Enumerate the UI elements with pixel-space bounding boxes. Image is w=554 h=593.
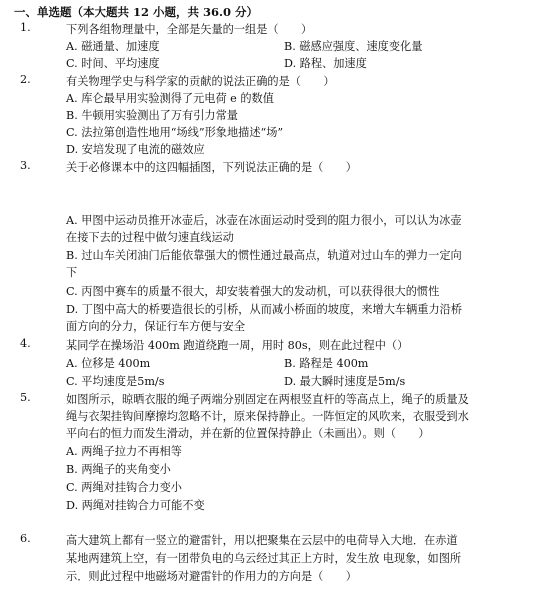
option-b: B. 过山车关闭油门后能依靠强大的惯性通过最高点，轨道对过山车的弹力一定向 xyxy=(66,249,462,262)
question-1 xyxy=(14,21,544,73)
option-b-cont: 下 xyxy=(66,266,78,279)
option-a: A. 库仑最早用实验测得了元电荷 e 的数值 xyxy=(66,92,274,105)
question-stem: 有关物理学史与科学家的贡献的说法正确的是（ ） xyxy=(66,75,335,88)
question-number: 5. xyxy=(20,391,31,404)
question-stem-line-3: 平向右的恒力而发生滑动，并在新的位置保持静止（未画出）。则（ ） xyxy=(66,427,430,440)
question-5 xyxy=(14,391,544,521)
question-number: 4. xyxy=(20,337,31,350)
option-c: C. 丙图中赛车的质量不很大，却安装着强大的发动机，可以获得很大的惯性 xyxy=(66,285,440,298)
question-4 xyxy=(14,337,544,391)
question-stem-line-2: 绳与衣架挂钩间摩擦均忽略不计，原来保持静止。一阵恒定的风吹来，衣服受到水 xyxy=(66,410,469,423)
question-stem: 关于必修课本中的这四幅插图，下列说法正确的是（ ） xyxy=(66,161,357,174)
question-number: 2. xyxy=(20,73,31,86)
question-stem-line-2: 某地两建筑上空，有一团带负电的乌云经过其正上方时，发生放 电现象，如图所 xyxy=(66,552,462,565)
option-d-cont: 面方向的分力，保证行车方便与安全 xyxy=(66,320,246,333)
option-d: D. 丁图中高大的桥要造很长的引桥，从而减小桥面的坡度，来增大车辆重力沿桥 xyxy=(66,303,463,316)
question-stem: 下列各组物理量中，全部是矢量的一组是（ ） xyxy=(66,23,313,36)
option-c: C. 平均速度是5m/s xyxy=(66,375,165,388)
question-stem-line-1: 如图所示，晾晒衣服的绳子两端分别固定在两根竖直杆的等高点上，绳子的质量及 xyxy=(66,393,469,406)
option-a: A. 两绳子拉力不再相等 xyxy=(66,445,182,458)
option-b: B. 两绳子的夹角变小 xyxy=(66,463,171,476)
option-a: A. 磁通量、加速度 xyxy=(66,40,160,53)
option-d: D. 两绳对挂钩合力可能不变 xyxy=(66,499,205,512)
option-c: C. 两绳对挂钩合力变小 xyxy=(66,481,182,494)
option-b: B. 路程是 400m xyxy=(284,357,369,370)
question-2 xyxy=(14,73,544,159)
question-stem-line-1: 高大建筑上都有一竖立的避雷针，用以把聚集在云层中的电荷导入大地．在赤道 xyxy=(66,534,458,547)
option-b: B. 磁感应强度、速度变化量 xyxy=(284,40,423,53)
question-number: 3. xyxy=(20,159,31,172)
section-title: 一、单选题（本大题共 12 小题，共 36.0 分） xyxy=(14,5,259,19)
question-3 xyxy=(14,159,544,337)
option-d: D. 安培发现了电流的磁效应 xyxy=(66,143,205,156)
option-c: C. 时间、平均速度 xyxy=(66,57,160,70)
question-6 xyxy=(14,532,544,588)
question-number: 6. xyxy=(20,532,31,545)
question-number: 1. xyxy=(20,21,31,34)
option-d: D. 路程、加速度 xyxy=(284,57,367,70)
option-d: D. 最大瞬时速度是5m/s xyxy=(284,375,406,388)
option-a: A. 位移是 400m xyxy=(66,357,151,370)
option-a: A. 甲图中运动员推开冰壶后，冰壶在冰面运动时受到的阻力很小，可以认为冰壶 xyxy=(66,214,462,227)
question-stem: 某同学在操场沿 400m 跑道绕跑一周，用时 80s，则在此过程中（） xyxy=(66,339,409,352)
option-a-cont: 在接下去的过程中做匀速直线运动 xyxy=(66,231,234,244)
option-b: B. 牛顿用实验测出了万有引力常量 xyxy=(66,109,238,122)
option-c: C. 法拉第创造性地用“场线”形象地描述“场” xyxy=(66,126,284,139)
question-stem-line-3: 示．则此过程中地磁场对避雷针的作用力的方向是（ ） xyxy=(66,570,357,583)
